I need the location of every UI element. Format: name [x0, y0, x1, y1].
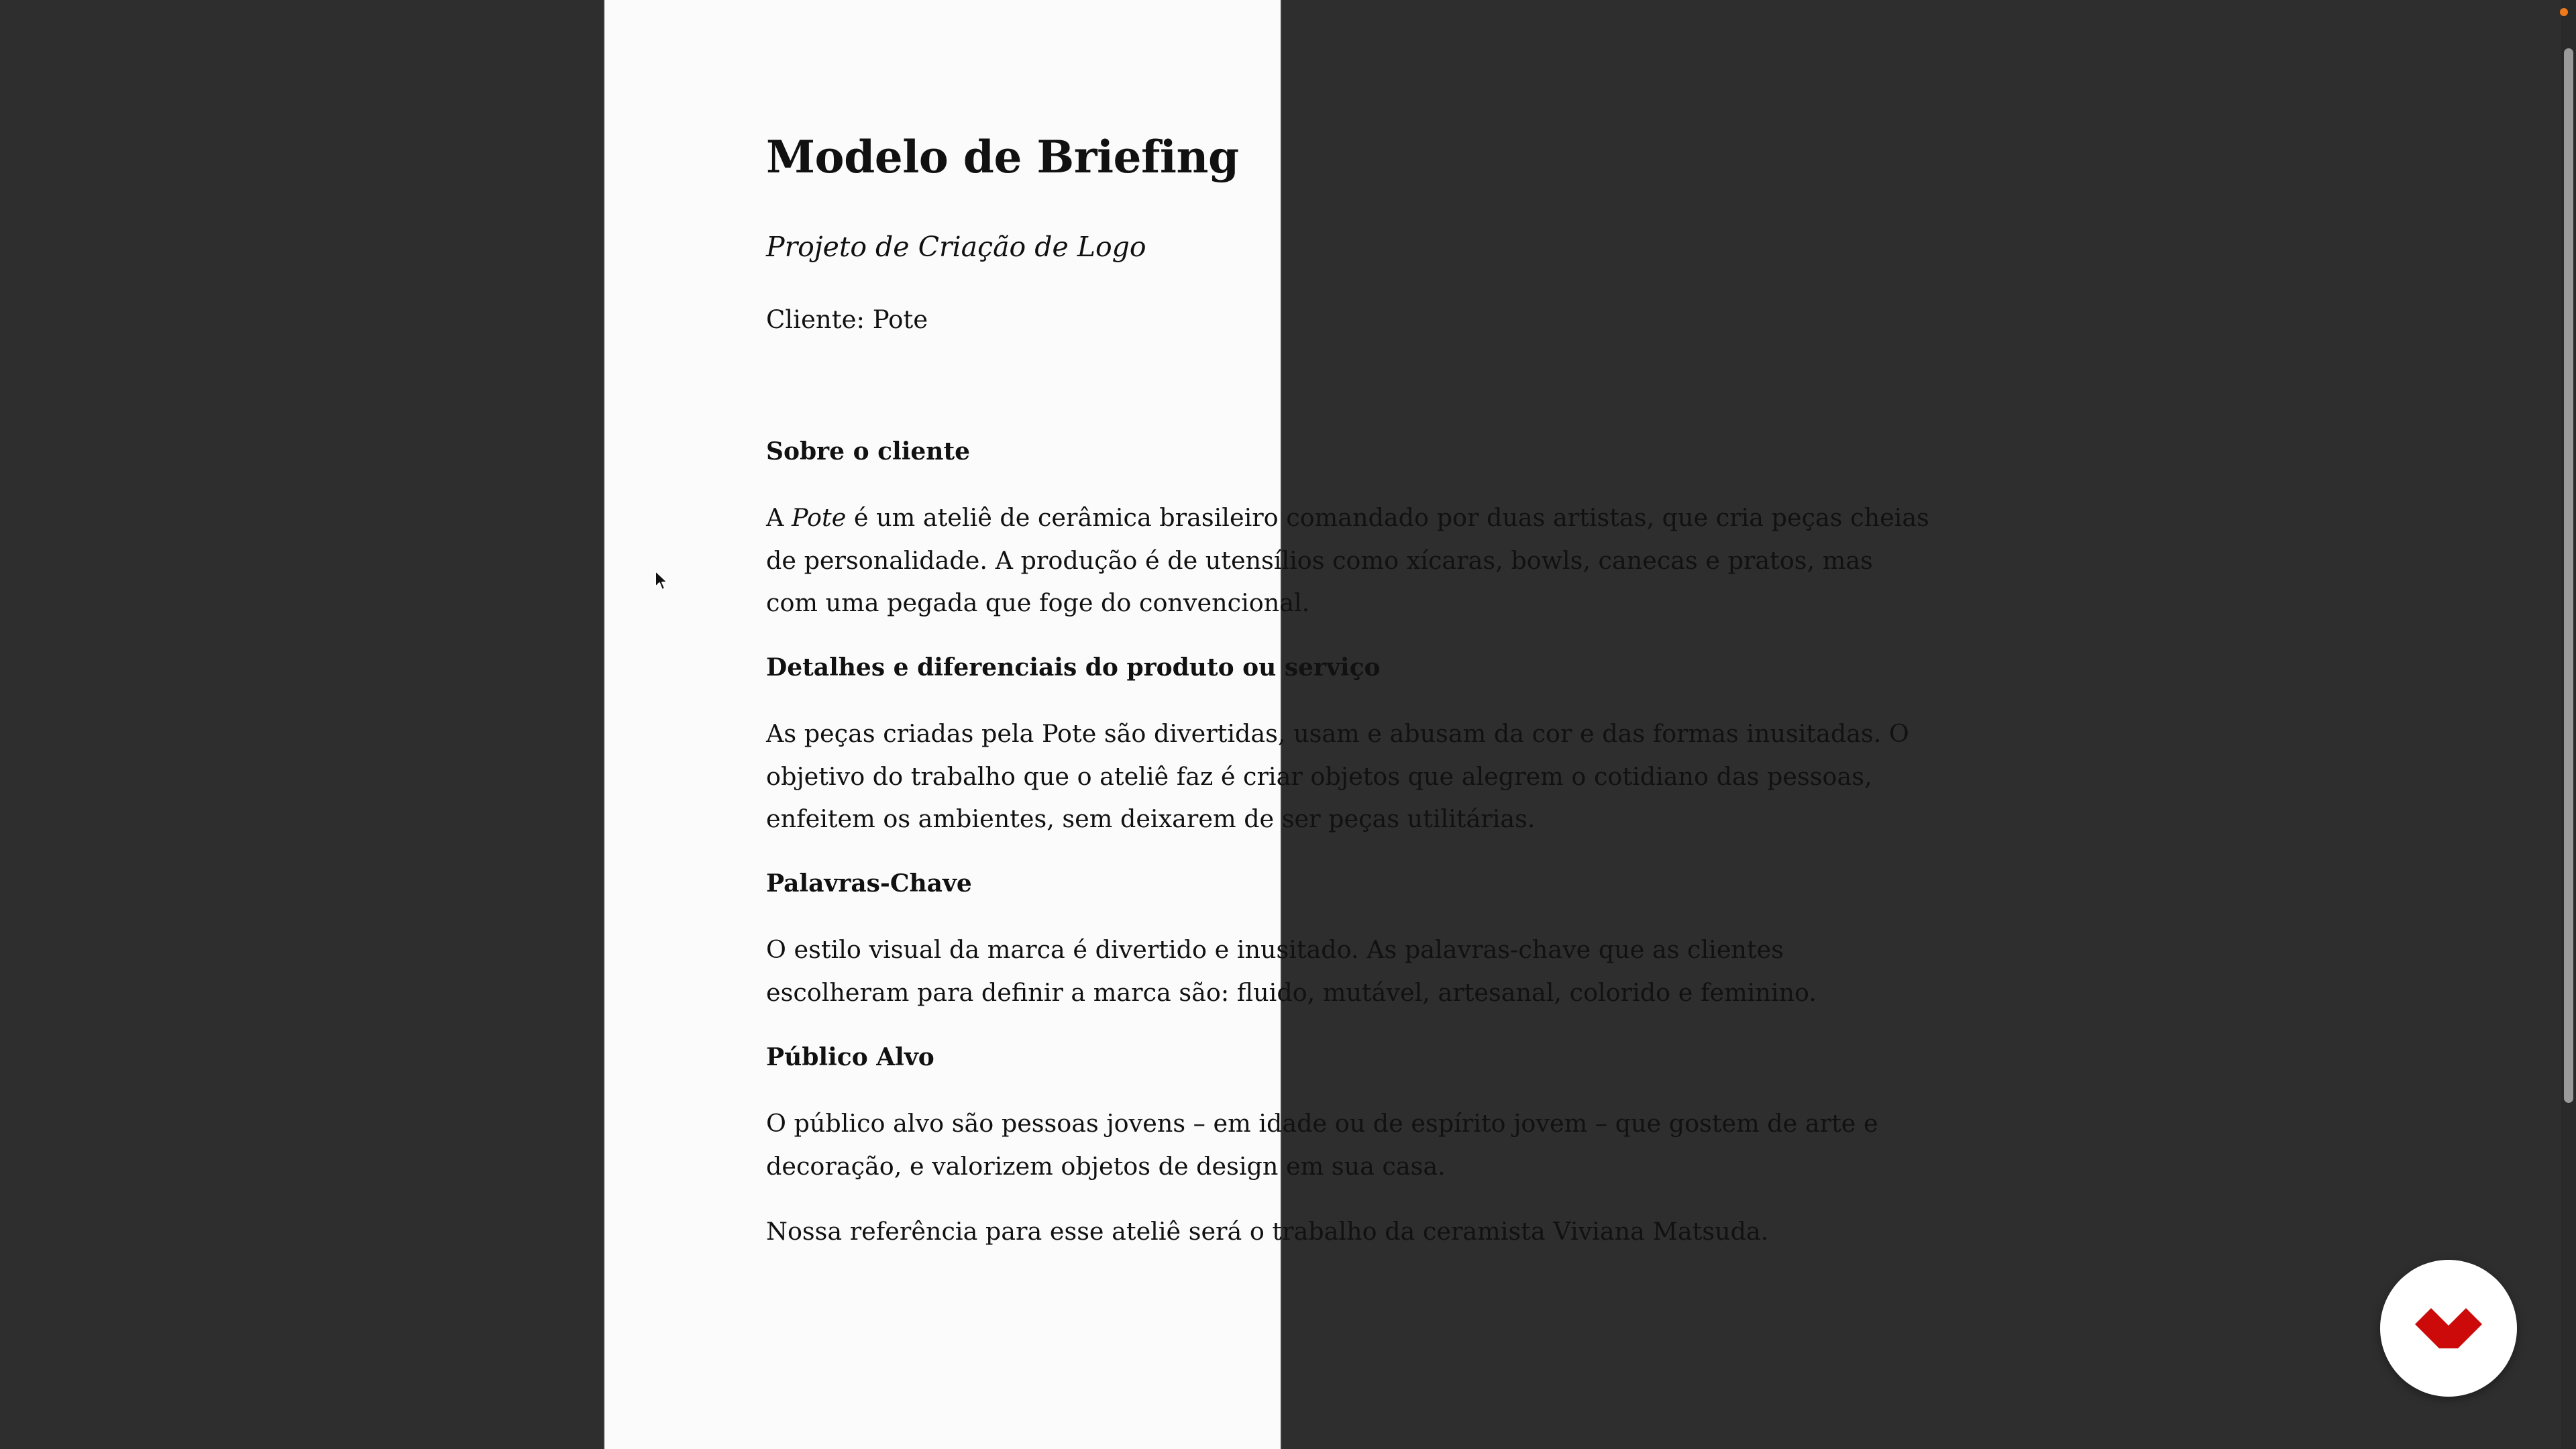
brand-floating-button[interactable]: [2380, 1260, 2517, 1397]
paragraph-line: com uma pegada que foge do convencional.: [766, 588, 1310, 617]
section-paragraph-sobre: [766, 496, 1929, 625]
section-paragraph-palavras-chave: [766, 928, 1817, 1014]
section-heading-publico-alvo: Público Alvo: [766, 1043, 934, 1071]
notification-dot: [2560, 8, 2568, 16]
section-paragraph-detalhes: [766, 712, 1909, 841]
scrollbar-thumb[interactable]: [2564, 48, 2573, 1103]
brand-name-emphasis: Pote: [791, 503, 847, 532]
scrollbar-track[interactable]: [2561, 0, 2576, 1449]
paragraph-line: escolheram para definir a marca são: fluido, mutável, artesanal, colorido e feminino.: [766, 977, 1817, 1007]
closing-paragraph: [766, 1210, 1799, 1253]
page-title: Modelo de Briefing: [766, 131, 1239, 183]
paragraph-line: de personalidade. A produção é de utensílios como xícaras, bowls, canecas e pratos, mas: [766, 545, 1873, 575]
section-heading-sobre: Sobre o cliente: [766, 437, 971, 466]
section-heading-palavras-chave: Palavras-Chave: [766, 869, 972, 898]
paragraph-line: Nossa referência para esse ateliê será o trabalho da ceramista Viviana Matsuda.: [766, 1217, 1769, 1246]
mouse-cursor-icon: [654, 570, 670, 592]
paragraph-line: O público alvo são pessoas jovens – em idade ou de espírito jovem – que gostem de arte e: [766, 1109, 1878, 1138]
paragraph-line: decoração, e valorizem objetos de design em sua casa.: [766, 1151, 1446, 1181]
section-heading-detalhes: Detalhes e diferenciais do produto ou serviço: [766, 653, 1381, 682]
document-subtitle: Projeto de Criação de Logo: [766, 231, 1146, 263]
paragraph-line: As peças criadas pela Pote são divertidas, usam e abusam da cor e das formas inusitadas. O: [766, 719, 1909, 748]
paragraph-line: O estilo visual da marca é divertido e inusitado. As palavras-chave que as clientes: [766, 935, 1784, 964]
paragraph-line: A Pote é um ateliê de cerâmica brasileiro comandado por duas artistas, que cria peças cheias: [766, 503, 1929, 532]
paragraph-line: objetivo do trabalho que o ateliê faz é criar objetos que alegrem o cotidiano das pessoas,: [766, 761, 1872, 791]
client-line: Cliente: Pote: [766, 305, 928, 334]
section-paragraph-publico-alvo: [766, 1102, 1878, 1187]
brand-logo-icon: [2415, 1303, 2482, 1354]
paragraph-line: enfeitem os ambientes, sem deixarem de ser peças utilitárias.: [766, 804, 1536, 833]
